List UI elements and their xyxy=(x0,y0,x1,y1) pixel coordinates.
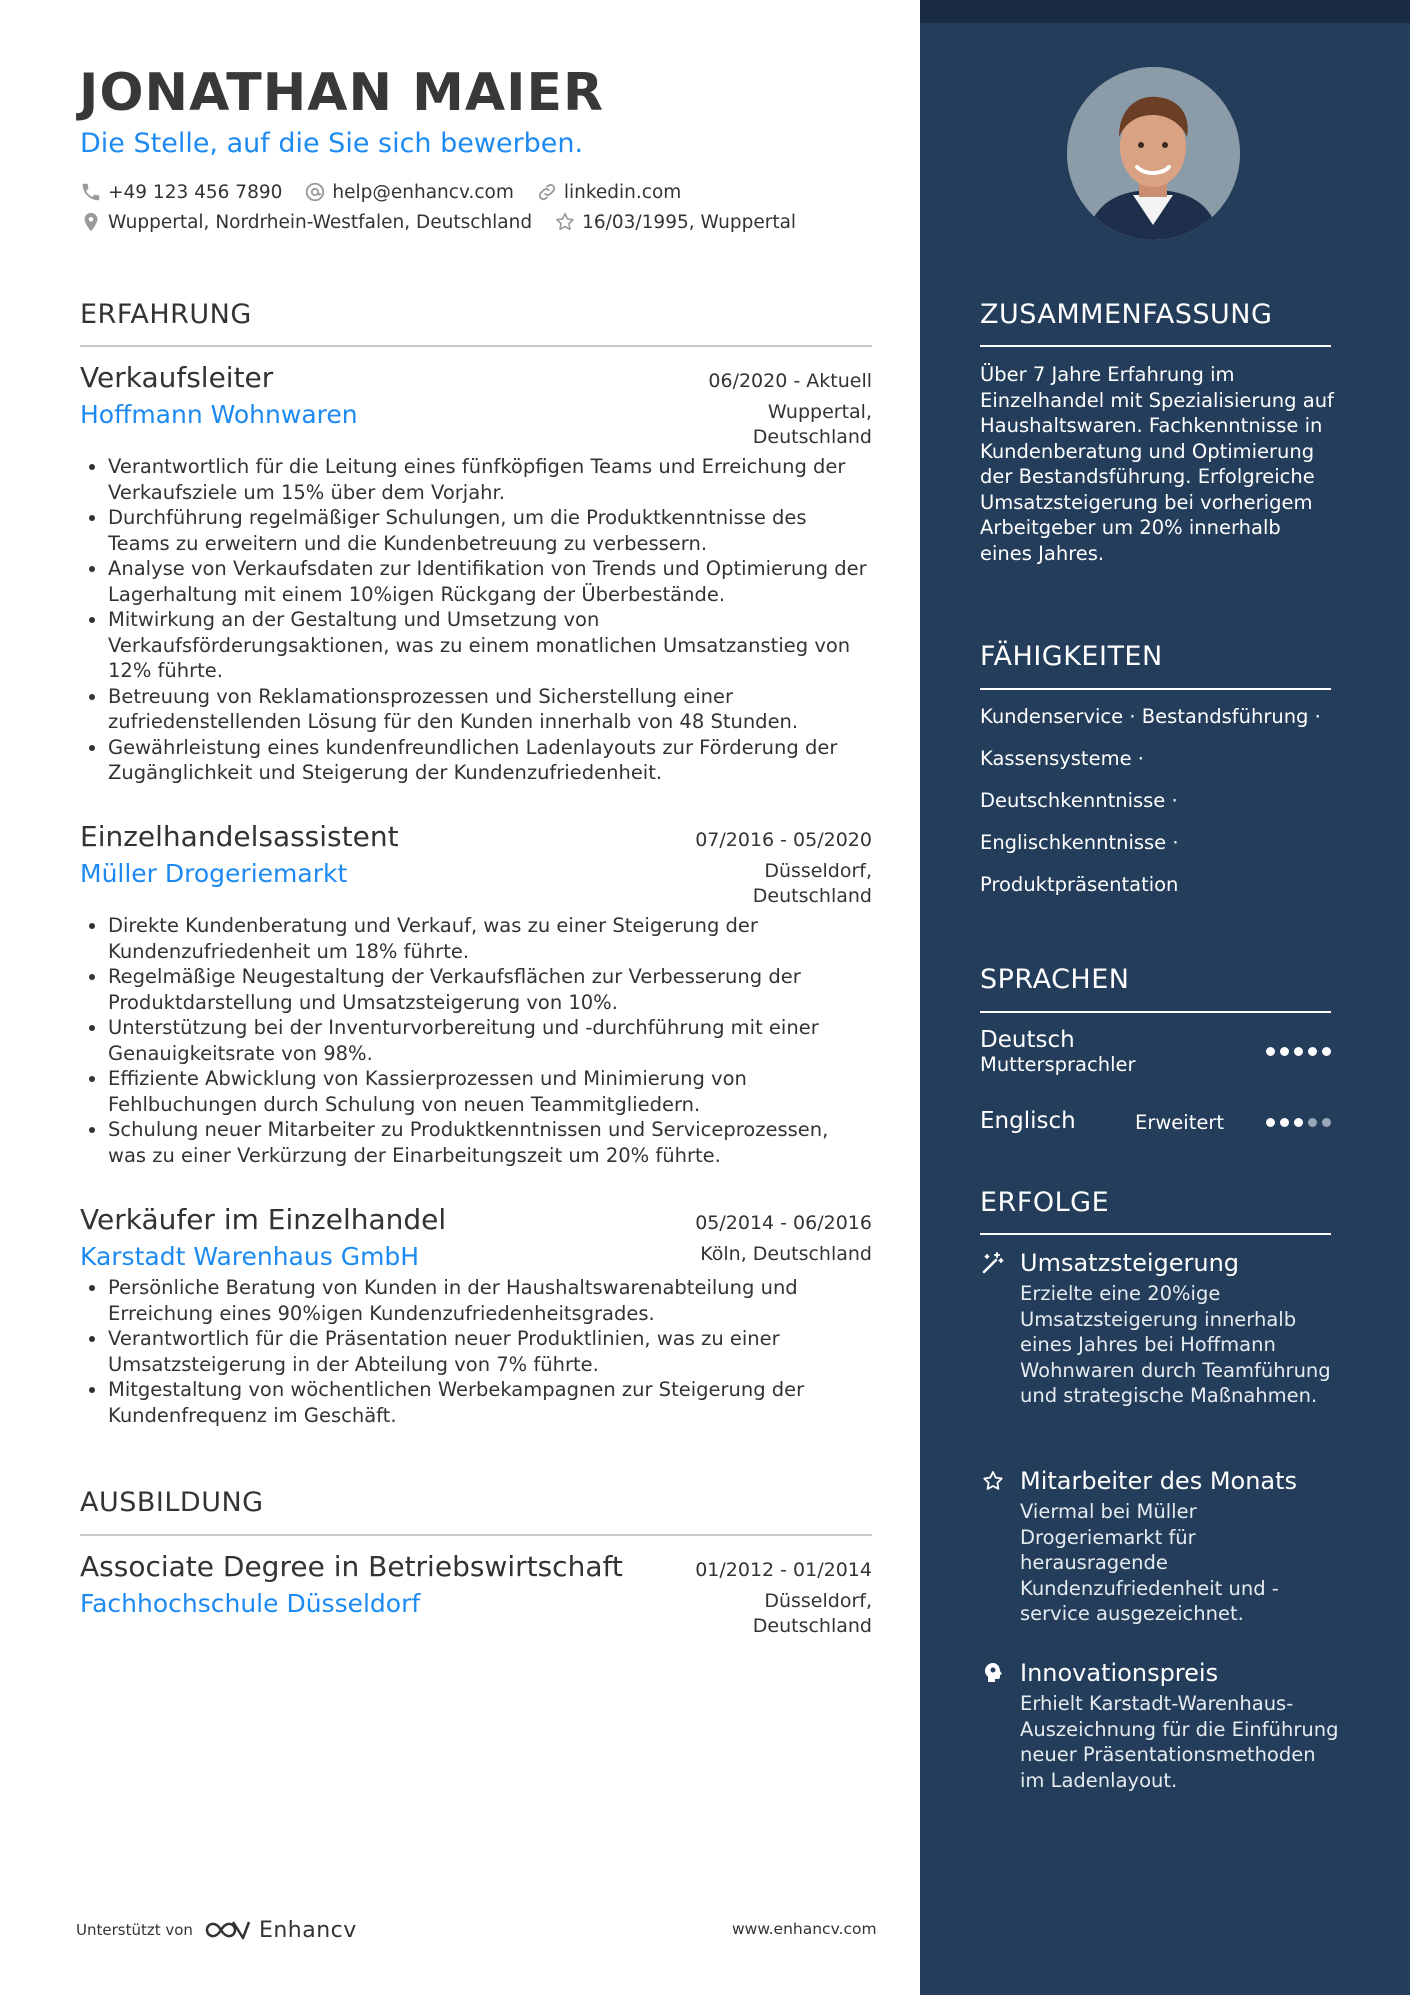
job-title: Einzelhandelsassistent xyxy=(80,820,399,853)
bullet: • Analyse von Verkaufsdaten zur Identifikation von Trends und Optimierung der Lagerhaltung mit einem 10%igen Rückgang der Überbestände. xyxy=(108,556,872,607)
achievements-rule xyxy=(980,1233,1331,1235)
location-pin-icon xyxy=(80,211,102,233)
job-date: 05/2014 - 06/2016 xyxy=(695,1212,872,1234)
summary-rule xyxy=(980,345,1331,347)
footer-powered-by xyxy=(76,1917,357,1943)
contact-linkedin[interactable] xyxy=(536,181,681,203)
skills-rule xyxy=(980,688,1331,690)
company-name: Müller Drogeriemarkt xyxy=(80,859,348,888)
rating-dot xyxy=(1322,1118,1331,1127)
job-location: Wuppertal, Deutschland xyxy=(752,401,872,448)
achievement-title: Mitarbeiter des Monats xyxy=(1020,1467,1298,1495)
enhancv-logo[interactable] xyxy=(203,1917,357,1943)
language-entry xyxy=(980,1027,1331,1083)
job-location: Düsseldorf, Deutschland xyxy=(752,860,872,907)
bullet: • Regelmäßige Neugestaltung der Verkaufsflächen zur Verbesserung der Produktdarstellung und Umsatzsteigerung von 10%. xyxy=(108,964,872,1015)
linkedin-text[interactable]: linkedin.com xyxy=(563,181,682,203)
bullet: • Gewährleistung eines kundenfreundlichen Ladenlayouts zur Förderung der Zugänglichkeit und Steigerung der Kundenzufriedenheit. xyxy=(108,735,872,786)
enhancv-logo-icon xyxy=(203,1917,251,1943)
achievement-item xyxy=(980,1249,1340,1409)
bullet: • Mitwirkung an der Gestaltung und Umsetzung von Verkaufsförderungsaktionen, was zu einem monatlichen Umsatzanstieg von 12% führte. xyxy=(108,607,872,684)
job-bullets xyxy=(80,1275,872,1428)
education-rule xyxy=(80,1534,872,1536)
star-icon xyxy=(554,211,576,233)
achievement-desc: Erhielt Karstadt-Warenhaus-Auszeichnung für die Einführung neuer Präsentationsmethoden im Ladenlayout. xyxy=(1020,1692,1339,1792)
summary-text: Über 7 Jahre Erfahrung im Einzelhandel mit Spezialisierung auf Haushaltswaren. Fachkenntnisse in Kundenberatung und Optimierung der Bestandsführung. Erfolgreiche Umsatzsteigerung bei vorherigem Arbeitgeber um 20% innerhalb eines Jahres. xyxy=(980,363,1334,565)
contact-location xyxy=(80,211,532,233)
skill-line: Deutschkenntnisse · xyxy=(980,789,1178,812)
powered-by-text: Unterstützt von xyxy=(76,1921,193,1939)
school-name: Fachhochschule Düsseldorf xyxy=(80,1589,421,1618)
bullet: • Durchführung regelmäßiger Schulungen, um die Produktkenntnisse des Teams zu erweitern und die Kundenbetreuung zu verbessern. xyxy=(108,505,872,556)
profile-photo xyxy=(1067,67,1240,240)
education-title: AUSBILDUNG xyxy=(80,1487,264,1518)
footer-url[interactable]: www.enhancv.com xyxy=(732,1920,877,1938)
skills-title: FÄHIGKEITEN xyxy=(980,641,1163,672)
achievement-title: Innovationspreis xyxy=(1020,1659,1219,1687)
language-entry xyxy=(980,1108,1331,1138)
job-date: 06/2020 - Aktuell xyxy=(708,370,872,392)
rating-dot xyxy=(1322,1047,1331,1056)
education-date: 01/2012 - 01/2014 xyxy=(695,1559,872,1581)
contact-email[interactable] xyxy=(304,181,513,203)
phone-icon xyxy=(80,181,102,203)
bullet: • Effiziente Abwicklung von Kassierprozessen und Minimierung von Fehlbuchungen durch Schulung von neuen Teammitgliedern. xyxy=(108,1066,872,1117)
rating-dot xyxy=(1280,1047,1289,1056)
bullet: • Verantwortlich für die Präsentation neuer Produktlinien, was zu einer Umsatzsteigerung in der Abteilung von 7% führte. xyxy=(108,1326,872,1377)
achievements-title: ERFOLGE xyxy=(980,1187,1110,1218)
bullet: • Mitgestaltung von wöchentlichen Werbekampagnen zur Steigerung der Kundenfrequenz im Geschäft. xyxy=(108,1377,872,1428)
achievement-item xyxy=(980,1467,1340,1627)
rating-dot xyxy=(1266,1047,1275,1056)
bullet: • Direkte Kundenberatung und Verkauf, was zu einer Steigerung der Kundenzufriedenheit um 18% führte. xyxy=(108,913,872,964)
rating-dot xyxy=(1308,1118,1317,1127)
degree-title: Associate Degree in Betriebswirtschaft xyxy=(80,1550,623,1583)
skill-line: Englischkenntnisse · xyxy=(980,831,1179,854)
job-title: Verkaufsleiter xyxy=(80,361,274,394)
contact-birth xyxy=(554,211,796,233)
job-entry xyxy=(80,820,872,1168)
at-icon xyxy=(304,181,326,203)
target-role: Die Stelle, auf die Sie sich bewerben. xyxy=(80,128,584,159)
company-name: Karstadt Warenhaus GmbH xyxy=(80,1242,420,1271)
language-level: Erweitert xyxy=(1135,1111,1225,1134)
bullet: • Betreuung von Reklamationsprozessen und Sicherstellung einer zufriedenstellenden Lösung für den Kunden innerhalb von 48 Stunden. xyxy=(108,684,872,735)
contact-row-1 xyxy=(80,181,681,203)
contact-phone xyxy=(80,181,282,203)
language-level: Muttersprachler xyxy=(980,1053,1136,1076)
job-entry xyxy=(80,361,872,786)
contact-row-2 xyxy=(80,211,796,233)
education-location: Düsseldorf, Deutschland xyxy=(752,1590,872,1637)
phone-text: +49 123 456 7890 xyxy=(108,181,283,203)
language-name: Deutsch xyxy=(980,1027,1075,1053)
star-icon xyxy=(980,1468,1006,1494)
achievement-desc: Erzielte eine 20%ige Umsatzsteigerung innerhalb eines Jahres bei Hoffmann Wohnwaren durch Teamführung und strategische Maßnahmen. xyxy=(1020,1282,1331,1407)
achievement-desc: Viermal bei Müller Drogeriemarkt für herausragende Kundenzufriedenheit und -service ausgezeichnet. xyxy=(1020,1500,1279,1625)
rating-dot xyxy=(1280,1118,1289,1127)
lightbulb-head-icon xyxy=(980,1660,1006,1686)
languages-rule xyxy=(980,1011,1331,1013)
company-name: Hoffmann Wohnwaren xyxy=(80,400,358,429)
rating-dot xyxy=(1294,1118,1303,1127)
experience-rule xyxy=(80,345,872,347)
language-name: Englisch xyxy=(980,1108,1076,1134)
birth-text: 16/03/1995, Wuppertal xyxy=(582,211,797,233)
rating-dot xyxy=(1308,1047,1317,1056)
education-entry xyxy=(80,1550,872,1639)
achievement-item xyxy=(980,1659,1340,1793)
location-text: Wuppertal, Nordrhein-Westfalen, Deutschland xyxy=(108,211,533,233)
languages-title: SPRACHEN xyxy=(980,964,1130,995)
language-rating xyxy=(1266,1047,1331,1056)
job-bullets xyxy=(80,913,872,1168)
bullet: • Unterstützung bei der Inventurvorbereitung und -durchführung mit einer Genauigkeitsrate von 98%. xyxy=(108,1015,872,1066)
magic-wand-icon xyxy=(980,1250,1006,1276)
job-bullets xyxy=(80,454,872,786)
summary-title: ZUSAMMENFASSUNG xyxy=(980,299,1273,330)
brand-name: Enhancv xyxy=(258,1917,357,1943)
achievement-title: Umsatzsteigerung xyxy=(1020,1249,1240,1277)
candidate-name: JONATHAN MAIER xyxy=(79,63,605,123)
sidebar-top-bar xyxy=(920,0,1410,23)
job-location: Köln, Deutschland xyxy=(700,1243,872,1265)
portrait-image xyxy=(1067,67,1240,240)
link-icon xyxy=(536,181,558,203)
bullet: • Persönliche Beratung von Kunden in der Haushaltswarenabteilung und Erreichung eines 90%igen Kundenzufriedenheitsgrades. xyxy=(108,1275,872,1326)
job-entry xyxy=(80,1203,872,1428)
bullet: • Verantwortlich für die Leitung eines fünfköpfigen Teams und Erreichung der Verkaufsziele um 15% über dem Vorjahr. xyxy=(108,454,872,505)
experience-title: ERFAHRUNG xyxy=(80,299,252,330)
skill-line: Kundenservice · Bestandsführung · xyxy=(980,705,1321,728)
job-date: 07/2016 - 05/2020 xyxy=(695,829,872,851)
rating-dot xyxy=(1294,1047,1303,1056)
bullet: • Schulung neuer Mitarbeiter zu Produktkenntnissen und Serviceprozessen, was zu einer Verkürzung der Einarbeitungszeit um 20% führte. xyxy=(108,1117,872,1168)
job-title: Verkäufer im Einzelhandel xyxy=(80,1203,447,1236)
language-rating xyxy=(1266,1118,1331,1127)
email-text[interactable]: help@enhancv.com xyxy=(332,181,514,203)
skill-line: Kassensysteme · xyxy=(980,747,1144,770)
rating-dot xyxy=(1266,1118,1275,1127)
skill-line: Produktpräsentation xyxy=(980,873,1179,896)
